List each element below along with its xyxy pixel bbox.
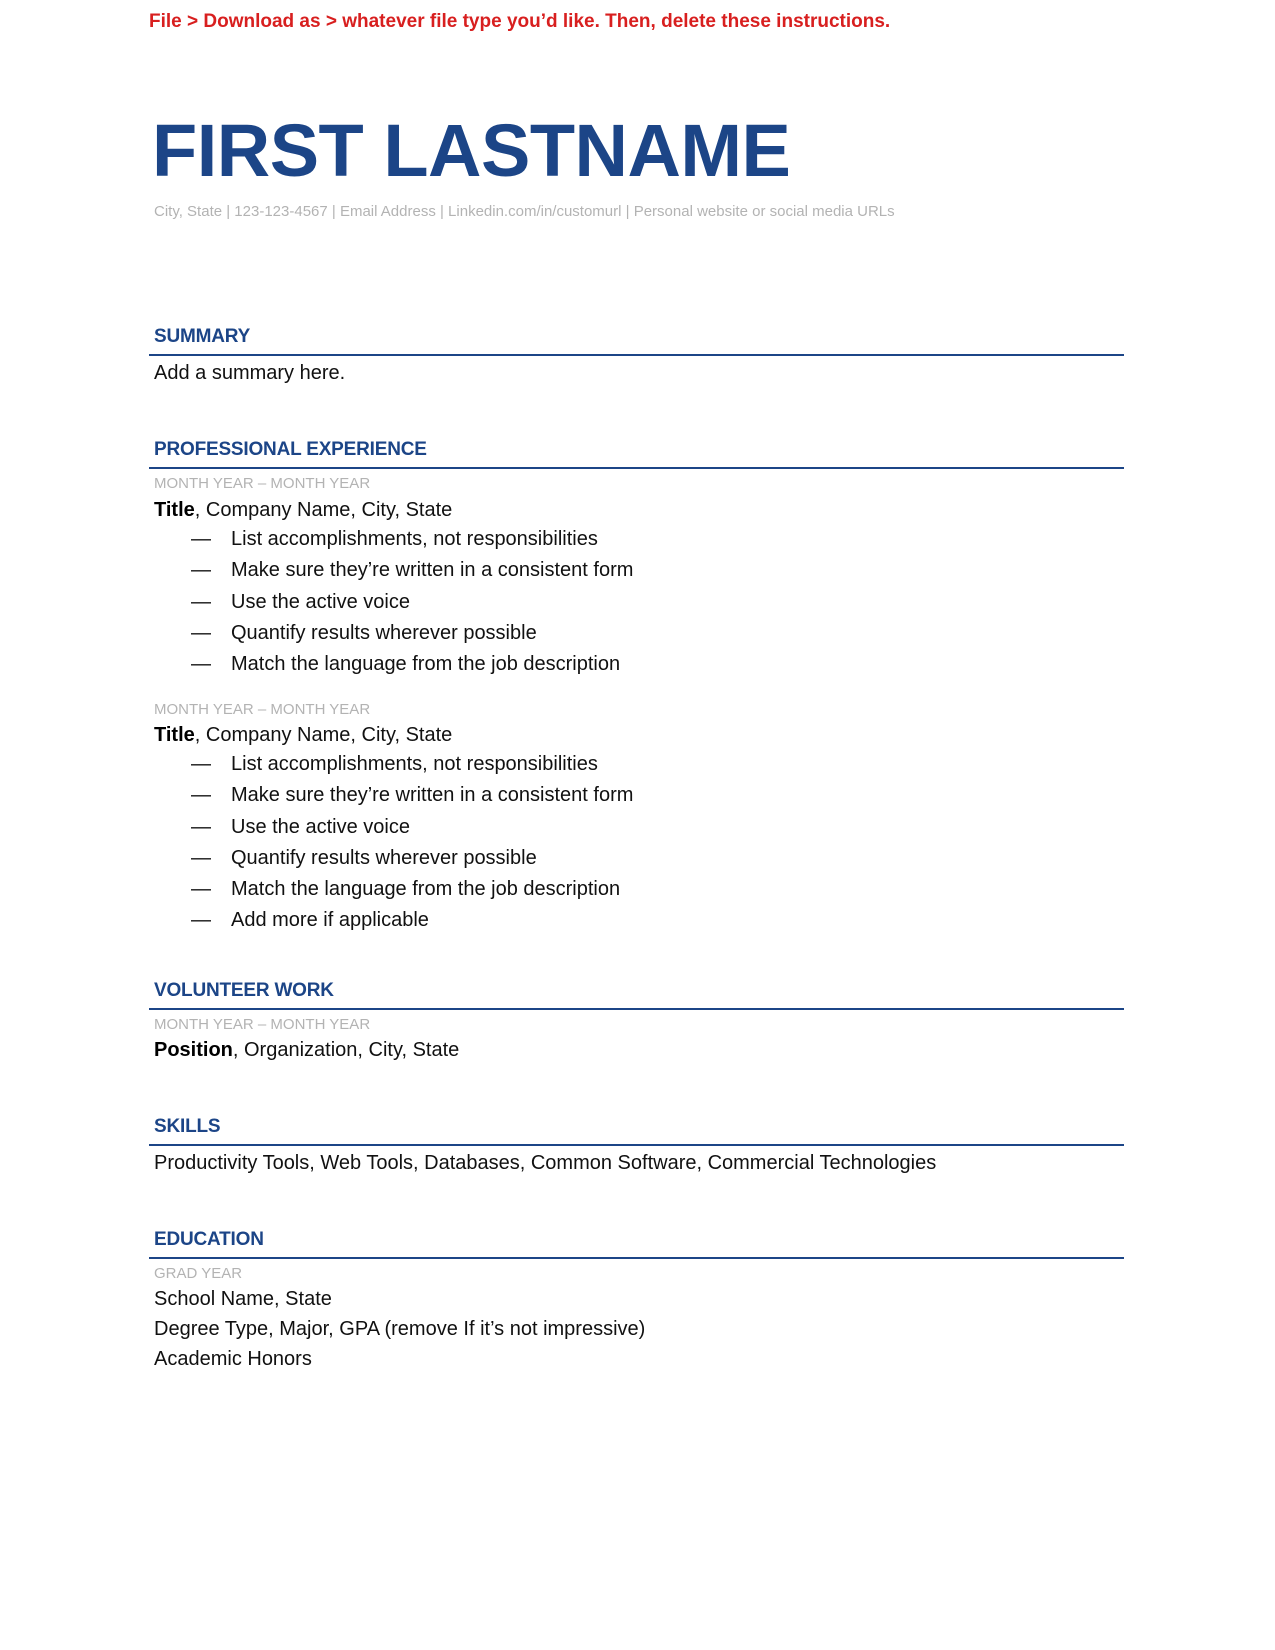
bullet-text: Make sure they’re written in a consistent form: [231, 784, 634, 807]
bullet-text: List accomplishments, not responsibilities: [231, 753, 598, 775]
bullet-text: Match the language from the job description: [231, 878, 621, 901]
dash-bullet-icon: —: [191, 559, 211, 582]
dash-bullet-icon: —: [191, 815, 211, 838]
degree-line: Degree Type, Major, GPA (remove If it’s not impressive): [154, 1318, 646, 1340]
job-dates: MONTH YEAR – MONTH YEAR: [154, 701, 371, 718]
volunteer-details: , Organization, City, State: [232, 1039, 460, 1061]
volunteer-heading: VOLUNTEER WORK: [154, 980, 334, 1001]
dash-bullet-icon: —: [191, 590, 211, 613]
education-heading: EDUCATION: [154, 1229, 264, 1250]
education-rule: [149, 1257, 1124, 1259]
dash-bullet-icon: —: [191, 784, 211, 807]
skills-text: Productivity Tools, Web Tools, Databases, Common Software, Commercial Technologies: [154, 1152, 937, 1174]
dash-bullet-icon: —: [191, 909, 211, 932]
dash-bullet-icon: —: [191, 846, 211, 869]
grad-year: GRAD YEAR: [154, 1265, 243, 1282]
volunteer-role-line: [154, 1039, 459, 1062]
volunteer-rule: [149, 1008, 1124, 1010]
bullet-text: List accomplishments, not responsibilities: [231, 528, 598, 550]
job-role-line: [154, 724, 452, 747]
dash-bullet-icon: —: [191, 621, 211, 644]
summary-text: Add a summary here.: [154, 362, 346, 384]
job-dates: MONTH YEAR – MONTH YEAR: [154, 475, 371, 492]
bullet-text: Add more if applicable: [231, 909, 429, 932]
candidate-name: FIRST LASTNAME: [152, 109, 791, 192]
summary-heading: SUMMARY: [154, 326, 251, 347]
summary-rule: [149, 354, 1124, 356]
dash-bullet-icon: —: [191, 878, 211, 901]
contact-line: City, State | 123-123-4567 | Email Address | Linkedin.com/in/customurl | Personal website or social media URLs: [154, 203, 895, 220]
school-line: School Name, State: [154, 1288, 332, 1310]
job-role-line: [154, 499, 452, 522]
volunteer-dates: MONTH YEAR – MONTH YEAR: [154, 1016, 371, 1033]
experience-heading: PROFESSIONAL EXPERIENCE: [154, 439, 427, 460]
bullet-text: Make sure they’re written in a consistent form: [231, 559, 634, 582]
dash-bullet-icon: —: [191, 653, 211, 676]
dash-bullet-icon: —: [191, 753, 211, 775]
job-details: , Company Name, City, State: [194, 499, 453, 521]
skills-heading: SKILLS: [154, 1116, 221, 1137]
bullet-text: Quantify results wherever possible: [231, 846, 537, 869]
bullet-text: Use the active voice: [231, 590, 410, 613]
instructions-note: File > Download as > whatever file type you’d like. Then, delete these instructions.: [149, 11, 891, 32]
job-title: Title: [154, 499, 195, 521]
volunteer-position: Position: [154, 1039, 233, 1061]
bullet-text: Quantify results wherever possible: [231, 621, 537, 644]
job-details: , Company Name, City, State: [194, 724, 453, 746]
job-title: Title: [154, 724, 195, 746]
bullet-text: Use the active voice: [231, 815, 410, 838]
experience-rule: [149, 467, 1124, 469]
honors-line: Academic Honors: [154, 1348, 312, 1370]
skills-rule: [149, 1144, 1124, 1146]
dash-bullet-icon: —: [191, 528, 211, 550]
bullet-text: Match the language from the job description: [231, 653, 621, 676]
